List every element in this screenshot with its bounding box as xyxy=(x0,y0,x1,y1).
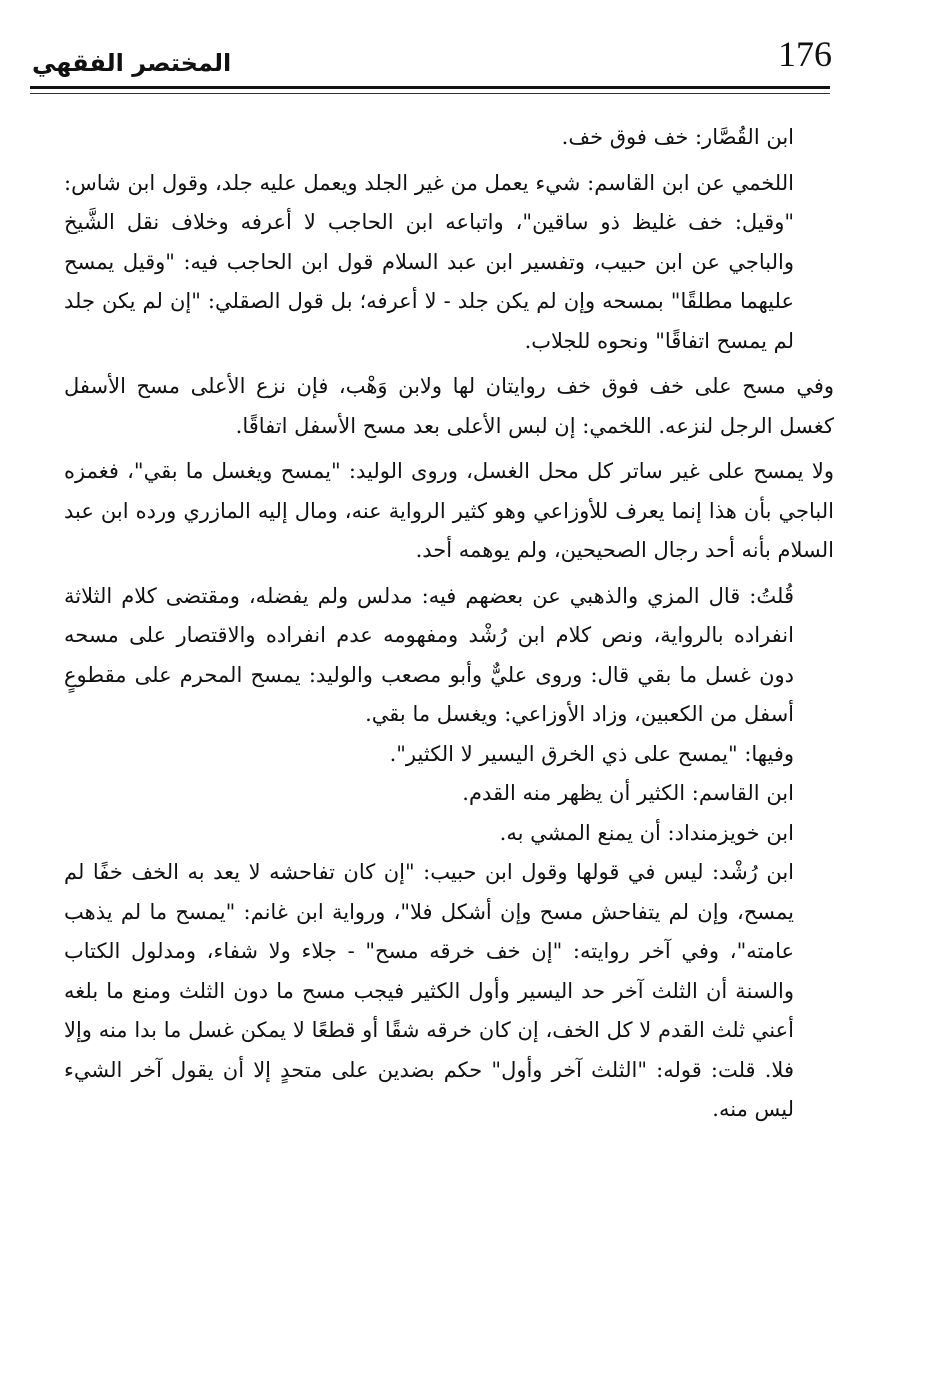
paragraph-9: ابن رُشْد: ليس في قولها وقول ابن حبيب: "إن كان تفاحشه لا يعد به الخف خفًا لم يمسح، وإن لم يتفاحش مسح وإن أشكل فلا"، ورواية ابن غانم: "يمسح ما لم يذهب عامته"، وفي آخر روايته: "إن خف خرقه مسح" - جلاء ولا شفاء، ومدلول الكتاب والسنة أن الثلث آخر حد اليسير وأول الكثير فيجب مسح ما دون الثلث ومنع ما بلغه أعني ثلث القدم لا كل الخف، إن كان خرقه شقًا أو قطعًا لا يمكن غسل ما بدا منه وإلا فلا. قلت: قوله: "الثلث آخر وأول" حكم بضدين على متحدٍ إلا أن يقول آخر الشيء ليس منه. xyxy=(64,860,794,1121)
body-text xyxy=(64,118,834,1130)
paragraph-1: ابن القُصَّار: خف فوق خف. xyxy=(561,125,794,149)
paragraph-6: وفيها: "يمسح على ذي الخرق اليسير لا الكثير". xyxy=(389,741,794,766)
paragraph-8: ابن خويزمنداد: أن يمنع المشي به. xyxy=(499,820,794,845)
header-rule-thin xyxy=(30,93,830,94)
paragraph-4: ولا يمسح على غير ساتر كل محل الغسل، وروى الوليد: "يمسح ويغسل ما بقي"، فغمزه الباجي بأن هذا إنما يعرف للأوزاعي وهو كثير الرواية عنه، ومال إليه المازري ورده ابن عبد السلام بأنه أحد رجال الصحيحين، ولم يوهمه أحد. xyxy=(64,459,834,562)
paragraph-7: ابن القاسم: الكثير أن يظهر منه القدم. xyxy=(462,781,794,805)
running-title: المختصر الفقهي xyxy=(32,49,232,77)
header-rule xyxy=(30,86,830,89)
paragraph-2: اللخمي عن ابن القاسم: شيء يعمل من غير الجلد ويعمل عليه جلد، وقول ابن شاس: "وقيل: خف غليظ ذو ساقين"، واتباعه ابن الحاجب لا أعرفه وخلاف نقل الشَّيخ والباجي عن ابن حبيب، وتفسير ابن عبد السلام قول ابن الحاجب فيه: "وقيل يمسح عليهما مطلقًا" بمسحه وإن لم يكن جلد - لا أعرفه؛ بل قول الصقلي: "إن لم يكن جلد لم يمسح اتفاقًا" ونحوه للجلاب. xyxy=(64,170,794,353)
paragraph-3: وفي مسح على خف فوق خف روايتان لها ولابن وَهْب، فإن نزع الأعلى مسح الأسفل كغسل الرجل لنزعه. اللخمي: إن لبس الأعلى بعد مسح الأسفل اتفاقًا. xyxy=(64,374,834,438)
paragraph-5: قُلتُ: قال المزي والذهبي عن بعضهم فيه: مدلس ولم يفضله، ومقتضى كلام الثلاثة انفراده بالرواية، ونص كلام ابن رُشْد ومفهومه عدم انفراده والاقتصار على مسحه دون غسل ما بقي قال: وروى عليٌّ وأبو مصعب والوليد: يمسح المحرم على مقطوعٍ أسفل من الكعبين، وزاد الأوزاعي: ويغسل ما بقي. xyxy=(64,583,794,726)
page-number: 176 xyxy=(778,34,832,74)
